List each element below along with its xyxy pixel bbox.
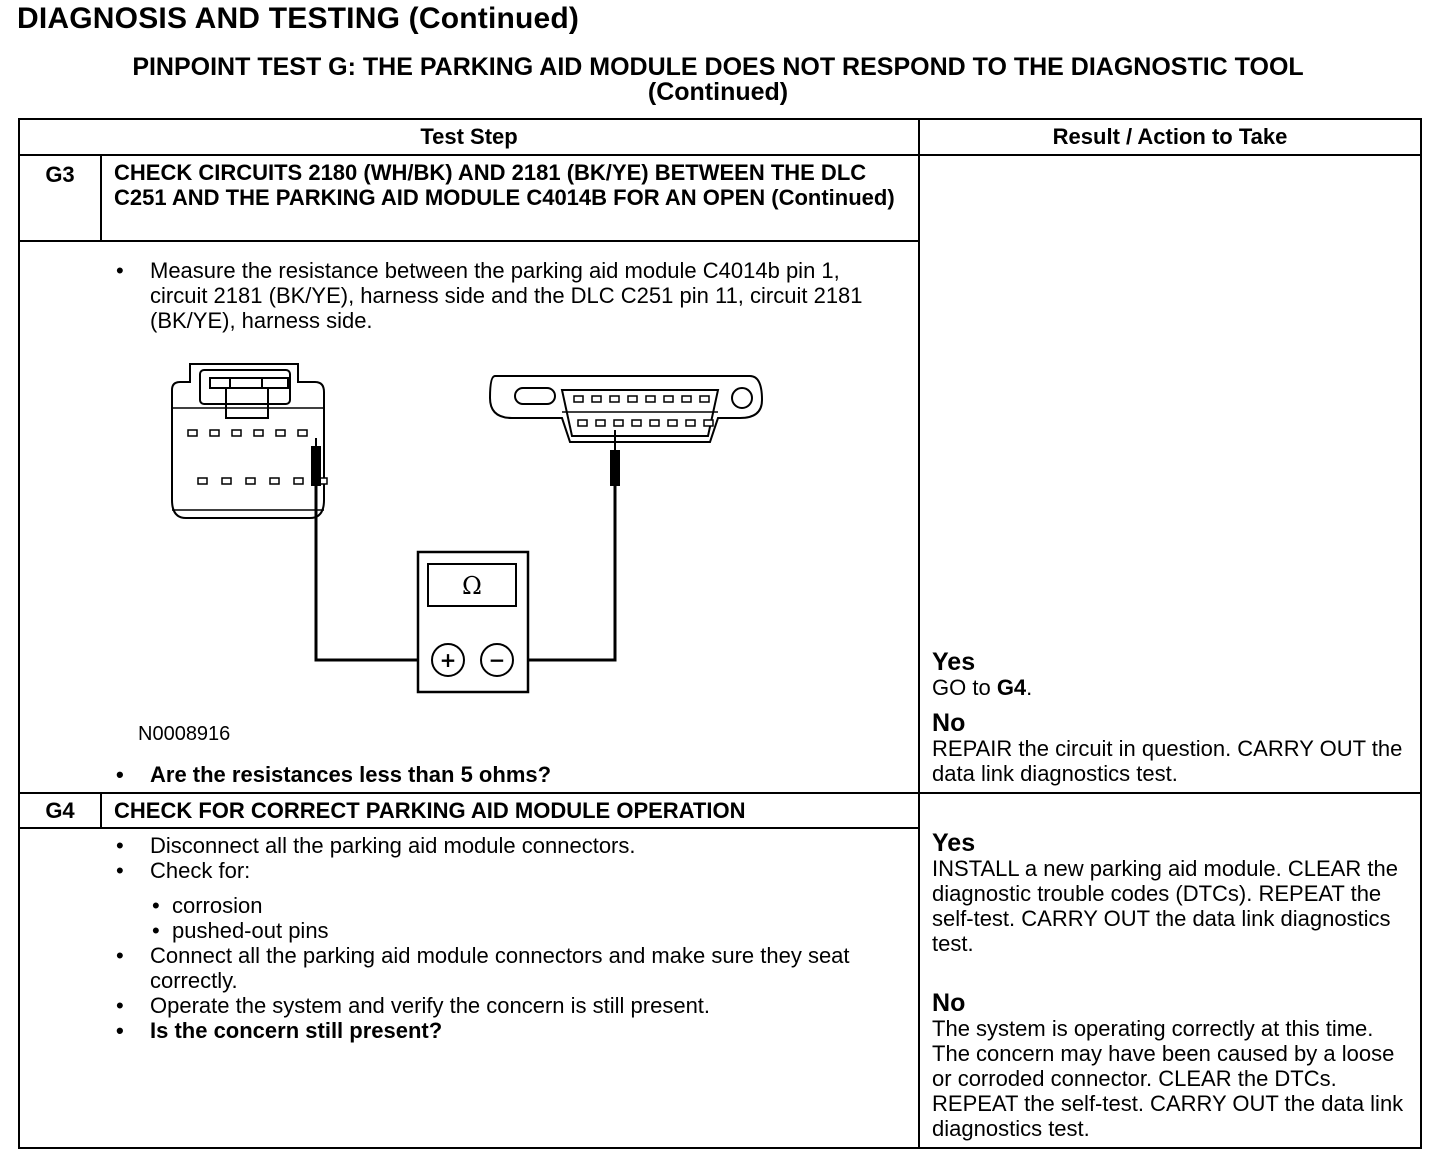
g3-yes-label: Yes (932, 648, 976, 676)
wiring-diagram (150, 360, 790, 720)
step-body-g4 (19, 828, 919, 1148)
step-body-g3 (19, 241, 919, 793)
pinpoint-test-title-line1: PINPOINT TEST G: THE PARKING AID MODULE DOES NOT RESPOND TO THE DIAGNOSTIC TOOL (132, 53, 1304, 81)
dlc-connector-icon (490, 376, 762, 442)
step-id-g3: G3 (19, 155, 101, 241)
g4-question: • Is the concern still present? (20, 1018, 878, 1043)
g4-yes-action: INSTALL a new parking aid module. CLEAR the diagnostic trouble codes (DTCs). REPEAT the self-test. CARRY OUT the data link diagnostics test. (932, 856, 1398, 956)
probe-left-icon (311, 438, 321, 486)
column-header-result: Result / Action to Take (919, 119, 1421, 155)
negative-terminal-label: − (488, 648, 506, 672)
g4-yes-label: Yes (932, 829, 976, 857)
g4-no-action: The system is operating correctly at this time. The concern may have been caused by a loose or corroded connector. CLEAR the DTCs. REPEAT the self-test. CARRY OUT the data link diagnostics test. (932, 1016, 1404, 1141)
probe-right-icon (610, 430, 620, 486)
result-cell-g3 (919, 155, 1421, 793)
dlc-pins (574, 396, 713, 426)
g4-step-3: • Connect all the parking aid module connectors and make sure they seat correctly. (20, 943, 878, 993)
g3-question: • Are the resistances less than 5 ohms? (20, 762, 918, 787)
g4-sub-2: • pushed-out pins (20, 918, 878, 943)
g4-step-4: • Operate the system and verify the concern is still present. (20, 993, 878, 1018)
g3-no-action: REPAIR the circuit in question. CARRY OUT the data link diagnostics test. (932, 736, 1403, 786)
figure-id: N0008916 (138, 723, 231, 745)
column-header-test-step: Test Step (19, 119, 919, 155)
g4-no-label: No (932, 989, 966, 1017)
pinpoint-test-title-line2: (Continued) (647, 78, 789, 106)
step-id-g4: G4 (19, 793, 101, 828)
g3-step-1: • Measure the resistance between the parking aid module C4014b pin 1, circuit 2181 (BK/YE), harness side and the DLC C251 pin 11, circuit 2181 (BK/YE), harness side. (20, 258, 888, 333)
parking-aid-connector-icon (172, 364, 324, 518)
g4-step-1: • Disconnect all the parking aid module connectors. (20, 833, 878, 858)
pinpoint-test-table (18, 118, 1422, 1149)
page-title: DIAGNOSIS AND TESTING (Continued) (17, 2, 580, 35)
step-title-g3: CHECK CIRCUITS 2180 (WH/BK) AND 2181 (BK/YE) BETWEEN THE DLC C251 AND THE PARKING AID MODULE C4014B FOR AN OPEN (Continued) (101, 155, 919, 241)
wire-positive (316, 486, 433, 660)
g4-step-2: • Check for: (20, 858, 878, 883)
g3-yes-end: . (1026, 675, 1033, 700)
ohmmeter-icon (418, 552, 528, 692)
ohm-symbol: Ω (462, 572, 482, 600)
g4-sub-1: • corrosion (20, 893, 878, 918)
positive-terminal-label: + (439, 648, 457, 672)
g3-no-label: No (932, 709, 966, 737)
pinpoint-test-title (0, 55, 1436, 105)
g3-yes-action (932, 675, 1412, 700)
connector-pins (188, 430, 327, 484)
step-title-g4: CHECK FOR CORRECT PARKING AID MODULE OPERATION (101, 793, 919, 828)
g3-yes-text: GO to (932, 675, 997, 700)
g3-yes-target-link[interactable]: G4 (996, 675, 1027, 700)
result-cell-g4 (919, 793, 1421, 1148)
